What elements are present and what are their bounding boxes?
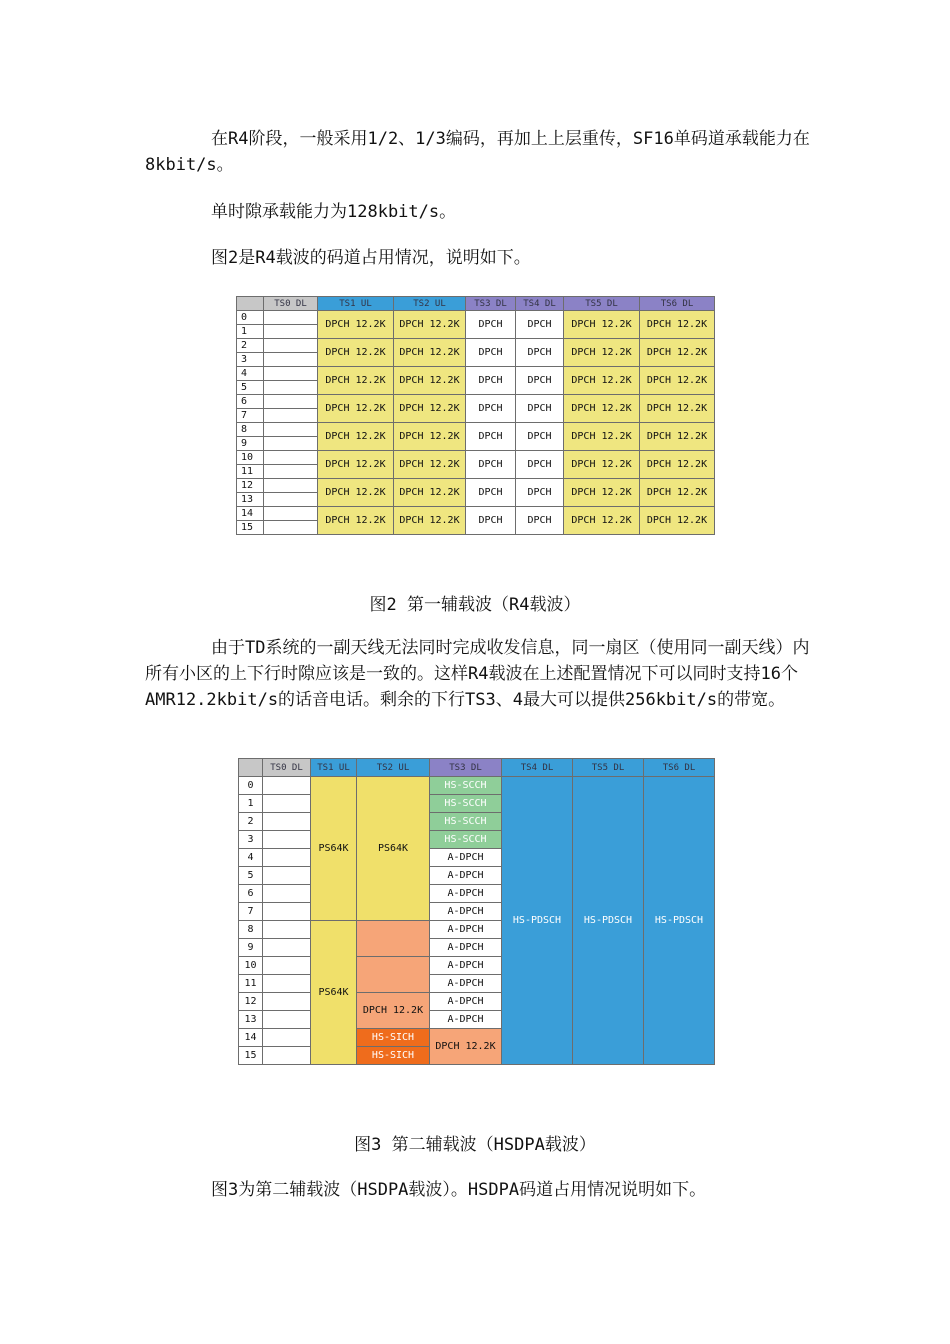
fig2-header-ts4: TS4 DL (516, 297, 564, 311)
fig3-ts0-cell (263, 813, 311, 831)
fig3-ts3-a-dpch-cell: A-DPCH (430, 975, 502, 993)
fig2-ts3-dpch-cell: DPCH (466, 451, 516, 479)
fig2-ts4-dpch-cell: DPCH (516, 507, 564, 535)
fig2-ts3-dpch-cell: DPCH (466, 339, 516, 367)
fig2-ts0-cell (264, 409, 318, 423)
fig2-ts4-dpch-cell: DPCH (516, 395, 564, 423)
fig2-ts6-dpch-cell: DPCH 12.2K (640, 395, 715, 423)
fig2-ts4-dpch-cell: DPCH (516, 451, 564, 479)
fig3-row-index: 5 (239, 867, 263, 885)
fig2-ts1-dpch-cell: DPCH 12.2K (318, 395, 394, 423)
fig3-ts0-cell (263, 849, 311, 867)
paragraph-timeslot-capacity: 单时隙承载能力为128kbit/s。 (211, 202, 457, 222)
fig2-ts1-dpch-cell: DPCH 12.2K (318, 367, 394, 395)
fig3-row-index: 12 (239, 993, 263, 1011)
fig2-ts6-dpch-cell: DPCH 12.2K (640, 339, 715, 367)
fig3-ts0-cell (263, 1047, 311, 1065)
fig2-header-ts5: TS5 DL (564, 297, 640, 311)
fig2-row (237, 451, 715, 465)
fig2-ts3-dpch-cell: DPCH (466, 479, 516, 507)
fig3-row-index: 10 (239, 957, 263, 975)
fig2-ts4-dpch-cell: DPCH (516, 339, 564, 367)
fig3-ts2-hs-sich-cell: HS-SICH (357, 1029, 430, 1047)
fig2-ts3-dpch-cell: DPCH (466, 423, 516, 451)
fig3-header-row (239, 759, 715, 777)
fig2-ts0-cell (264, 507, 318, 521)
fig2-header-row (237, 297, 715, 311)
fig2-row-index: 5 (237, 381, 264, 395)
fig3-row-index: 4 (239, 849, 263, 867)
fig2-row (237, 423, 715, 437)
fig3-row-index: 15 (239, 1047, 263, 1065)
fig2-ts2-dpch-cell: DPCH 12.2K (394, 311, 466, 339)
fig2-header-ts6: TS6 DL (640, 297, 715, 311)
fig2-header-ts2: TS2 UL (394, 297, 466, 311)
fig3-ts0-cell (263, 975, 311, 993)
fig2-ts0-cell (264, 479, 318, 493)
fig3-ts3-a-dpch-cell: A-DPCH (430, 903, 502, 921)
fig3-ts4-hs-pdsch-cell: HS-PDSCH (502, 777, 573, 1065)
figure2-r4-carrier-table (236, 296, 715, 535)
fig2-ts0-cell (264, 325, 318, 339)
fig3-ts6-hs-pdsch-cell: HS-PDSCH (644, 777, 715, 1065)
fig2-ts4-dpch-cell: DPCH (516, 479, 564, 507)
fig3-ts3-hs-scch-cell: HS-SCCH (430, 795, 502, 813)
fig2-row (237, 395, 715, 409)
fig3-ts3-hs-scch-cell: HS-SCCH (430, 831, 502, 849)
fig3-ts3-a-dpch-cell: A-DPCH (430, 849, 502, 867)
fig2-row-index: 12 (237, 479, 264, 493)
fig2-row-index: 3 (237, 353, 264, 367)
fig2-header-ts1: TS1 UL (318, 297, 394, 311)
paragraph-fig3-intro: 图3为第二辅载波（HSDPA载波）。HSDPA码道占用情况说明如下。 (211, 1180, 707, 1200)
paragraph-fig2-intro: 图2是R4载波的码道占用情况，说明如下。 (211, 248, 531, 268)
fig3-row-index: 9 (239, 939, 263, 957)
fig2-ts0-cell (264, 465, 318, 479)
fig2-row (237, 339, 715, 353)
fig3-row-index: 7 (239, 903, 263, 921)
fig3-ts1-ps64k-cell: PS64K (311, 777, 357, 921)
fig2-ts2-dpch-cell: DPCH 12.2K (394, 367, 466, 395)
fig2-ts0-cell (264, 353, 318, 367)
fig3-ts3-a-dpch-cell: A-DPCH (430, 885, 502, 903)
paragraph-r4-coding: 在R4阶段，一般采用1/2、1/3编码，再加上上层重传，SF16单码道承载能力在8kbit/s。 (145, 129, 810, 175)
fig3-ts0-cell (263, 921, 311, 939)
fig2-ts6-dpch-cell: DPCH 12.2K (640, 507, 715, 535)
fig3-ts1-ps64k-cell: PS64K (311, 921, 357, 1065)
fig3-header-ts1: TS1 UL (311, 759, 357, 777)
fig2-ts3-dpch-cell: DPCH (466, 311, 516, 339)
fig3-ts3-a-dpch-cell: A-DPCH (430, 957, 502, 975)
fig3-row-index: 0 (239, 777, 263, 795)
fig3-row-index: 1 (239, 795, 263, 813)
fig3-ts0-cell (263, 903, 311, 921)
fig2-ts0-cell (264, 311, 318, 325)
figure3-hsdpa-carrier-table (238, 758, 715, 1065)
figure2-caption: 图2 第一辅载波（R4载波） (369, 595, 581, 615)
fig2-ts2-dpch-cell: DPCH 12.2K (394, 395, 466, 423)
fig3-ts0-cell (263, 939, 311, 957)
fig2-ts1-dpch-cell: DPCH 12.2K (318, 423, 394, 451)
fig2-ts2-dpch-cell: DPCH 12.2K (394, 451, 466, 479)
fig2-row-index: 6 (237, 395, 264, 409)
fig3-header-ts2: TS2 UL (357, 759, 430, 777)
fig3-ts0-cell (263, 993, 311, 1011)
fig2-ts0-cell (264, 521, 318, 535)
fig2-ts0-cell (264, 437, 318, 451)
fig2-ts5-dpch-cell: DPCH 12.2K (564, 451, 640, 479)
fig2-ts3-dpch-cell: DPCH (466, 367, 516, 395)
fig2-ts5-dpch-cell: DPCH 12.2K (564, 367, 640, 395)
fig3-header-ts5: TS5 DL (573, 759, 644, 777)
fig2-row-index: 0 (237, 311, 264, 325)
fig3-ts0-cell (263, 885, 311, 903)
fig3-header-ts6: TS6 DL (644, 759, 715, 777)
fig3-row-index: 3 (239, 831, 263, 849)
fig2-header-ts3: TS3 DL (466, 297, 516, 311)
fig2-ts0-cell (264, 451, 318, 465)
fig2-ts0-cell (264, 381, 318, 395)
fig2-header-ts0: TS0 DL (264, 297, 318, 311)
fig2-row (237, 479, 715, 493)
fig3-ts2-dpch-slot-cell (357, 957, 430, 993)
fig2-row (237, 311, 715, 325)
fig3-ts3-a-dpch-cell: A-DPCH (430, 867, 502, 885)
fig3-ts0-cell (263, 831, 311, 849)
fig3-ts3-a-dpch-cell: A-DPCH (430, 1011, 502, 1029)
fig3-row (239, 777, 715, 795)
fig2-ts5-dpch-cell: DPCH 12.2K (564, 479, 640, 507)
fig2-row-index: 11 (237, 465, 264, 479)
fig2-ts6-dpch-cell: DPCH 12.2K (640, 423, 715, 451)
fig3-ts2-dpch-slot-cell (357, 921, 430, 957)
fig3-row-index: 13 (239, 1011, 263, 1029)
fig3-ts0-cell (263, 957, 311, 975)
fig3-ts3-a-dpch-cell: A-DPCH (430, 939, 502, 957)
fig3-ts0-cell (263, 1029, 311, 1047)
fig2-ts3-dpch-cell: DPCH (466, 507, 516, 535)
fig2-ts5-dpch-cell: DPCH 12.2K (564, 507, 640, 535)
fig3-ts3-a-dpch-cell: A-DPCH (430, 993, 502, 1011)
fig3-row-index: 2 (239, 813, 263, 831)
paragraph-td-antenna: 由于TD系统的一副天线无法同时完成收发信息，同一扇区（使用同一副天线）内所有小区的上下行时隙应该是一致的。这样R4载波在上述配置情况下可以同时支持16个AMR12.2kbit/s的话音电话。剩余的下行TS3、4最大可以提供256kbit/s的带宽。 (145, 638, 810, 710)
fig2-ts1-dpch-cell: DPCH 12.2K (318, 507, 394, 535)
fig3-ts3-dpch-cell: DPCH 12.2K (430, 1029, 502, 1065)
fig2-ts0-cell (264, 493, 318, 507)
fig2-ts4-dpch-cell: DPCH (516, 367, 564, 395)
fig3-header-ts3: TS3 DL (430, 759, 502, 777)
fig3-ts3-hs-scch-cell: HS-SCCH (430, 813, 502, 831)
fig2-ts6-dpch-cell: DPCH 12.2K (640, 311, 715, 339)
fig3-ts5-hs-pdsch-cell: HS-PDSCH (573, 777, 644, 1065)
fig2-ts0-cell (264, 395, 318, 409)
fig2-row-index: 8 (237, 423, 264, 437)
fig2-row-index: 10 (237, 451, 264, 465)
fig2-ts0-cell (264, 423, 318, 437)
fig2-ts1-dpch-cell: DPCH 12.2K (318, 451, 394, 479)
fig2-row-index: 7 (237, 409, 264, 423)
fig2-row-index: 14 (237, 507, 264, 521)
fig2-ts5-dpch-cell: DPCH 12.2K (564, 339, 640, 367)
fig2-ts4-dpch-cell: DPCH (516, 311, 564, 339)
fig2-ts2-dpch-cell: DPCH 12.2K (394, 423, 466, 451)
fig2-ts1-dpch-cell: DPCH 12.2K (318, 311, 394, 339)
fig2-row-index: 13 (237, 493, 264, 507)
fig2-ts2-dpch-cell: DPCH 12.2K (394, 507, 466, 535)
fig2-ts4-dpch-cell: DPCH (516, 423, 564, 451)
fig3-ts2-dpch-cell: DPCH 12.2K (357, 993, 430, 1029)
figure3-caption: 图3 第二辅载波（HSDPA载波） (354, 1135, 596, 1155)
fig2-ts5-dpch-cell: DPCH 12.2K (564, 423, 640, 451)
fig3-row-index: 11 (239, 975, 263, 993)
fig2-corner-cell (237, 297, 264, 311)
fig2-row (237, 507, 715, 521)
fig2-ts1-dpch-cell: DPCH 12.2K (318, 479, 394, 507)
fig3-row-index: 8 (239, 921, 263, 939)
fig3-ts3-a-dpch-cell: A-DPCH (430, 921, 502, 939)
fig3-ts2-hs-sich-cell: HS-SICH (357, 1047, 430, 1065)
fig2-ts0-cell (264, 367, 318, 381)
fig2-ts0-cell (264, 339, 318, 353)
fig2-ts2-dpch-cell: DPCH 12.2K (394, 339, 466, 367)
fig2-ts5-dpch-cell: DPCH 12.2K (564, 311, 640, 339)
fig2-row-index: 1 (237, 325, 264, 339)
fig3-row-index: 14 (239, 1029, 263, 1047)
fig2-ts2-dpch-cell: DPCH 12.2K (394, 479, 466, 507)
fig2-ts6-dpch-cell: DPCH 12.2K (640, 451, 715, 479)
fig2-row (237, 367, 715, 381)
fig3-ts0-cell (263, 795, 311, 813)
fig2-row-index: 15 (237, 521, 264, 535)
fig2-ts5-dpch-cell: DPCH 12.2K (564, 395, 640, 423)
fig2-row-index: 2 (237, 339, 264, 353)
fig3-header-ts4: TS4 DL (502, 759, 573, 777)
fig3-ts3-hs-scch-cell: HS-SCCH (430, 777, 502, 795)
fig3-ts0-cell (263, 777, 311, 795)
fig2-ts3-dpch-cell: DPCH (466, 395, 516, 423)
fig2-ts1-dpch-cell: DPCH 12.2K (318, 339, 394, 367)
fig3-header-ts0: TS0 DL (263, 759, 311, 777)
fig3-row-index: 6 (239, 885, 263, 903)
fig3-ts2-ps64k-cell: PS64K (357, 777, 430, 921)
fig2-row-index: 4 (237, 367, 264, 381)
fig2-ts6-dpch-cell: DPCH 12.2K (640, 367, 715, 395)
fig3-ts0-cell (263, 867, 311, 885)
fig2-row-index: 9 (237, 437, 264, 451)
fig3-corner-cell (239, 759, 263, 777)
fig3-ts0-cell (263, 1011, 311, 1029)
fig2-ts6-dpch-cell: DPCH 12.2K (640, 479, 715, 507)
